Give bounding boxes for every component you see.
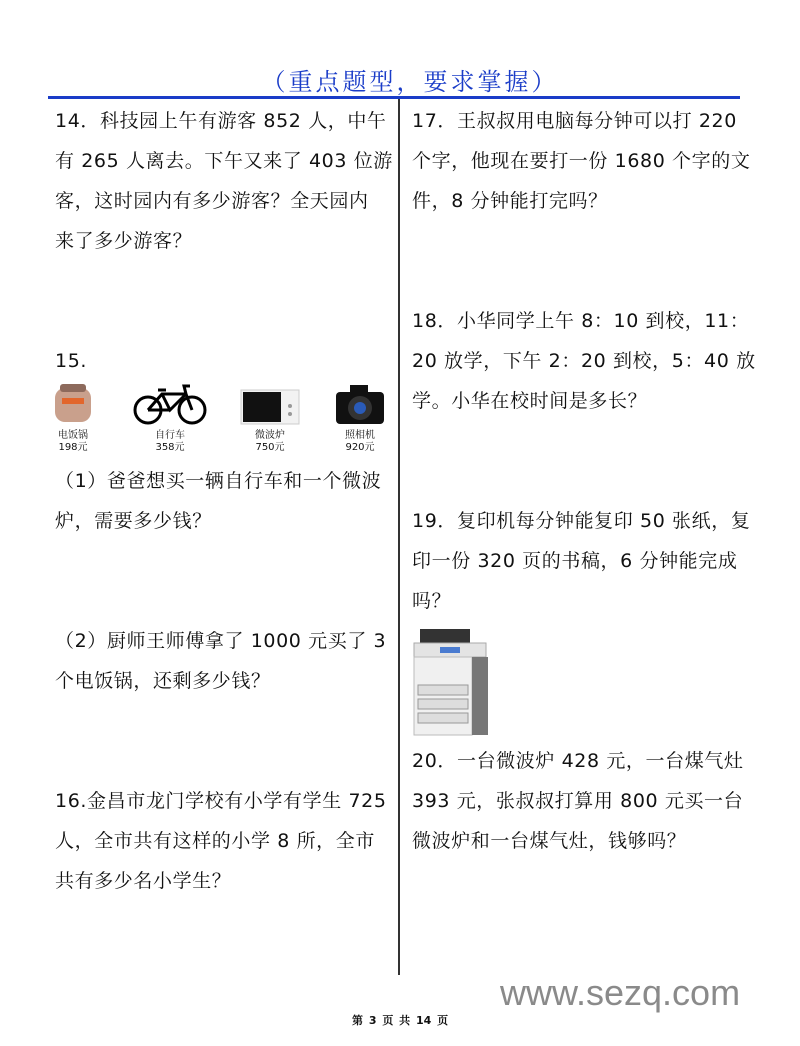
page-number: 第 3 页 共 14 页 [352,1014,449,1027]
q17-line: 17．王叔叔用电脑每分钟可以打 220 [412,110,737,132]
q14-line: 来了多少游客？ [55,230,193,252]
q17-line: 个字，他现在要打一份 1680 个字的文 [412,150,751,172]
product-price: 920元 [345,442,375,453]
product-price: 358元 [155,442,185,453]
watermark: www.sezq.com [500,972,741,1013]
q16-line: 16.金昌市龙门学校有小学有学生 725 [55,790,387,812]
q14-line: 有 265 人离去。下午又来了 403 位游 [55,150,393,172]
q20-line: 393 元，张叔叔打算用 800 元买一台 [412,790,744,812]
product-microwave [230,382,310,454]
product-price: 750元 [255,442,285,453]
product-camera [320,382,400,454]
q19-line: 19．复印机每分钟能复印 50 张纸，复 [412,510,751,532]
q14-line: 客，这时园内有多少游客？全天园内 [55,190,369,212]
product-name: 照相机 [345,430,375,441]
q18-line: 学。小华在校时间是多长？ [412,390,648,412]
product-name: 电饭锅 [58,430,88,441]
q17-line: 件，8 分钟能打完吗？ [412,190,608,212]
bicycle-icon [132,382,208,426]
q18-line: 20 放学，下午 2：20 到校，5：40 放 [412,350,756,372]
q14-line: 14．科技园上午有游客 852 人，中午 [55,110,387,132]
q18-line: 18．小华同学上午 8：10 到校，11： [412,310,750,332]
product-price: 198元 [58,442,88,453]
q15-number: 15. [55,350,88,372]
product-bicycle [130,382,210,454]
copier-icon [410,625,492,737]
page-title: （重点题型，要求掌握） [261,68,559,96]
q15-part1-line: 炉，需要多少钱？ [55,510,212,532]
q16-line: 共有多少名小学生？ [55,870,232,892]
column-divider [398,99,400,975]
microwave-icon [239,382,301,426]
q15-part2-line: 个电饭锅，还剩多少钱？ [55,670,271,692]
q16-line: 人，全市共有这样的小学 8 所，全市 [55,830,375,852]
camera-icon [334,382,386,426]
q20-line: 微波炉和一台煤气灶，钱够吗？ [412,830,687,852]
product-name: 微波炉 [255,430,285,441]
q19-line: 印一份 320 页的书稿，6 分钟能完成 [412,550,738,572]
q15-part2-line: （2）厨师王师傅拿了 1000 元买了 3 [55,630,387,652]
product-rice-cooker [33,382,113,454]
q15-part1-line: （1）爸爸想买一辆自行车和一个微波 [55,470,382,492]
product-name: 自行车 [155,430,185,441]
q20-line: 20．一台微波炉 428 元，一台煤气灶 [412,750,744,772]
q19-line: 吗？ [412,590,452,612]
header-divider [48,96,740,99]
rice-cooker-icon [52,382,94,426]
